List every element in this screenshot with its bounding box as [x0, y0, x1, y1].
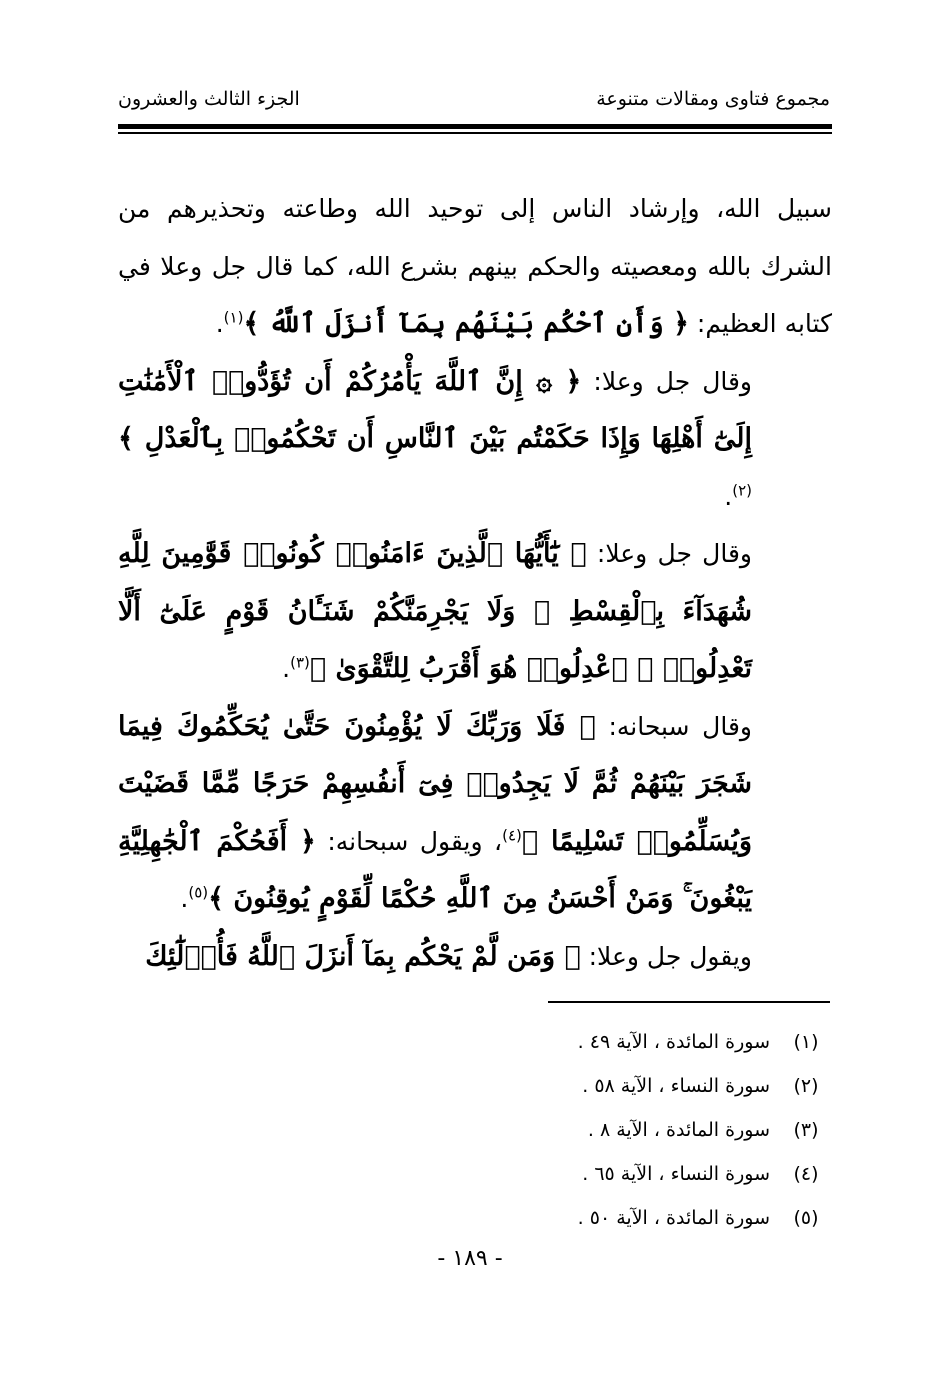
- footnote-number: (٣): [793, 1119, 819, 1141]
- paragraph-5: [118, 928, 832, 986]
- paragraph-1-text: سبيل الله، وإرشاد الناس إلى توحيد الله وطاعته وتحذيرهم من الشرك بالله ومعصيته والحكم بينهم بشرع الله، كما قال جل وعلا في كتابه العظيم:: [118, 194, 832, 338]
- footnote-text: سورة النساء ، الآية ٦٥ .: [582, 1163, 770, 1185]
- footnote-number: (٤): [793, 1163, 819, 1185]
- paragraph-3-intro: وقال جل وعلا:: [596, 539, 752, 568]
- footnote-text: سورة النساء ، الآية ٥٨ .: [582, 1075, 770, 1097]
- footnote-text: سورة المائدة ، الآية ٨ .: [587, 1119, 770, 1141]
- footnote-item: [430, 1064, 830, 1108]
- running-header: [118, 88, 830, 118]
- footnote-item: [430, 1108, 830, 1152]
- footnote-ref-5: (٥): [188, 883, 209, 902]
- paragraph-2: وقال جل وعلا: ﴿ ۞ إِنَّ ٱللَّهَ يَأْمُرُكُمْ أَن تُؤَدُّوا۟ ٱلْأَمَٰنَٰتِ إِلَىٰٓ أَهْلِهَا وَإِذَا حَكَمْتُم بَيْنَ ٱلنَّاسِ أَن تَحْكُمُوا۟ بِٱلْعَدْلِ ﴾$^{(٢)}$.: [118, 365, 752, 511]
- footnote-number: (٥): [793, 1207, 819, 1229]
- footnote-separator: [548, 1001, 830, 1003]
- footnote-text: سورة المائدة ، الآية ٤٩ .: [577, 1031, 770, 1053]
- footnote-ref-4: (٤): [502, 826, 522, 845]
- footnote-text: سورة المائدة ، الآية ٥٠ .: [577, 1207, 770, 1229]
- footnote-ref-2: (٢): [732, 481, 752, 500]
- verse-1: ﴿ وَأَنِ ٱحْكُم بَيْنَهُم بِمَآ أَنزَلَ ٱللَّهُ ﴾: [243, 308, 689, 339]
- header-book-title: مجموع فتاوى ومقالات متنوعة: [596, 88, 830, 110]
- header-rule-thick: [118, 124, 832, 129]
- verse-3: ﴿ يَٰٓأَيُّهَا ٱلَّذِينَ ءَامَنُوا۟ كُونُوا۟ قَوَّٰمِينَ لِلَّهِ شُهَدَآءَ بِٱلْقِسْطِ ۖ وَلَا يَجْرِمَنَّكُمْ شَنَـَٔانُ قَوْمٍ عَلَىٰٓ أَلَّا تَعْدِلُوا۟ ۚ ٱعْدِلُوا۟ هُوَ أَقْرَبُ لِلتَّقْوَىٰ ﴾: [118, 538, 752, 684]
- paragraph-2-intro: وقال جل وعلا:: [593, 366, 752, 396]
- footnote-number: (١): [793, 1031, 819, 1053]
- footnote-ref-3: (٣): [290, 653, 310, 672]
- verse-6: ﴿ وَمَن لَّمْ يَحْكُم بِمَآ أَنزَلَ ٱللَّهُ فَأُو۟لَٰٓئِكَ: [145, 940, 581, 972]
- footnote-number: (٢): [793, 1075, 819, 1097]
- footnote-item: [430, 1020, 830, 1064]
- header-volume-title: الجزء الثالث والعشرون: [118, 88, 300, 110]
- footnote-ref-1: (١): [223, 308, 244, 327]
- paragraph-3: وقال جل وعلا: ﴿ يَٰٓأَيُّهَا ٱلَّذِينَ ءَامَنُوا۟ كُونُوا۟ قَوَّٰمِينَ لِلَّهِ شُهَدَآءَ بِٱلْقِسْطِ ۖ وَلَا يَجْرِمَنَّكُمْ شَنَـَٔانُ قَوْمٍ عَلَىٰٓ أَلَّا تَعْدِلُوا۟ ۚ ٱعْدِلُوا۟ هُوَ أَقْرَبُ لِلتَّقْوَىٰ ﴾$^{(٣)}$.: [118, 538, 752, 684]
- verse-5: ﴿ أَفَحُكْمَ ٱلْجَٰهِلِيَّةِ يَبْغُونَ ۚ وَمَنْ أَحْسَنُ مِنَ ٱللَّهِ حُكْمًا لِّقَوْمٍ يُوقِنُونَ ﴾: [118, 825, 752, 914]
- paragraph-4-intro: وقال سبحانه:: [608, 711, 752, 741]
- verse-2: ﴿ ۞ إِنَّ ٱللَّهَ يَأْمُرُكُمْ أَن تُؤَدُّوا۟ ٱلْأَمَٰنَٰتِ إِلَىٰٓ أَهْلِهَا وَإِذَا حَكَمْتُم بَيْنَ ٱلنَّاسِ أَن تَحْكُمُوا۟ بِٱلْعَدْلِ ﴾: [118, 365, 752, 454]
- footnotes: [430, 1020, 830, 1240]
- paragraph-4: وقال سبحانه: ﴿ فَلَا وَرَبِّكَ لَا يُؤْمِنُونَ حَتَّىٰ يُحَكِّمُوكَ فِيمَا شَجَرَ بَيْنَهُمْ ثُمَّ لَا يَجِدُوا۟ فِىٓ أَنفُسِهِمْ حَرَجًا مِّمَّا قَضَيْتَ وَيُسَلِّمُوا۟ تَسْلِيمًا ﴾$^{(٤)}$، ويقول سبحانه: ﴿ أَفَحُكْمَ ٱلْجَٰهِلِيَّةِ يَبْغُونَ ۚ وَمَنْ أَحْسَنُ مِنَ ٱللَّهِ حُكْمًا لِّقَوْمٍ يُوقِنُونَ ﴾$^{(٥)}$.: [118, 710, 752, 914]
- paragraph-1: سبيل الله، وإرشاد الناس إلى توحيد الله وطاعته وتحذيرهم من الشرك بالله ومعصيته والحكم بينهم بشرع الله، كما قال جل وعلا في كتابه العظيم: ﴿ وَأَنِ ٱحْكُم بَيْنَهُم بِمَآ أَنزَلَ ٱللَّهُ ﴾$^{(١)}$.: [118, 194, 832, 339]
- paragraph-4-mid: ، ويقول سبحانه:: [327, 826, 503, 856]
- main-text: [118, 180, 832, 985]
- footnote-item: [430, 1196, 830, 1240]
- footnote-item: [430, 1152, 830, 1196]
- page-number: - ١٨٩ -: [437, 1246, 503, 1271]
- verse-4: ﴿ فَلَا وَرَبِّكَ لَا يُؤْمِنُونَ حَتَّىٰ يُحَكِّمُوكَ فِيمَا شَجَرَ بَيْنَهُمْ ثُمَّ لَا يَجِدُوا۟ فِىٓ أَنفُسِهِمْ حَرَجًا مِّمَّا قَضَيْتَ وَيُسَلِّمُوا۟ تَسْلِيمًا ﴾: [118, 710, 752, 857]
- header-rule-thin: [118, 132, 832, 134]
- paragraph-5-intro: ويقول جل وعلا:: [588, 941, 752, 971]
